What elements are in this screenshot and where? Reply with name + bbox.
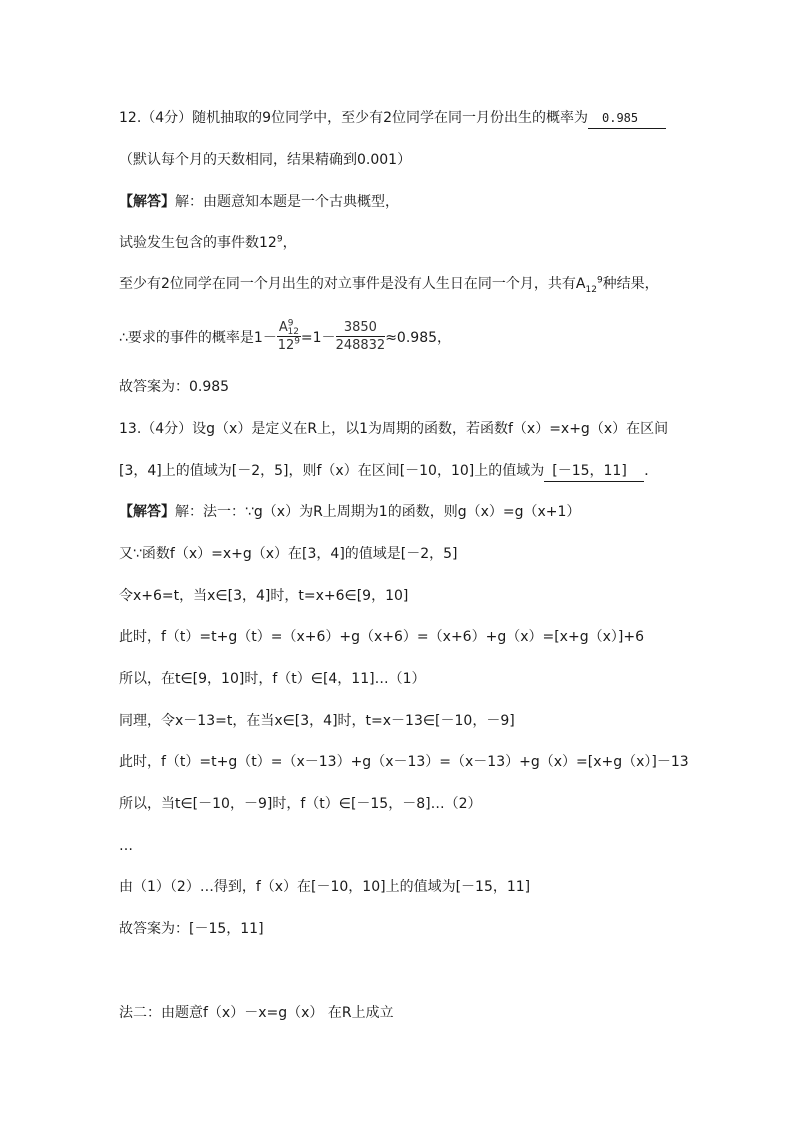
q13-solution-line: 令x+6=t，当x∈[3，4]时，t=x+6∈[9，10]	[119, 588, 409, 604]
q12-solution-line4	[119, 233, 297, 253]
arrangement-symbol: A	[278, 319, 288, 335]
q12-line4-tail: ，	[282, 235, 297, 251]
q12-fraction2-denominator: 248832	[335, 337, 386, 353]
q12-fraction2-numerator: 3850	[336, 319, 386, 337]
q13-solution-intro	[119, 502, 580, 522]
q12-answer-line: 故答案为：0.985	[119, 379, 230, 395]
q12-solution-tag: 【解答】	[119, 194, 175, 210]
arrangement-superscript: 9	[287, 318, 294, 329]
q12-formula-middle: =1－	[300, 330, 336, 346]
q12-formula-result: ≈0.985，	[385, 330, 452, 346]
q13-solution-line: 又∵函数f（x）=x+g（x）在[3，4]的值域是[－2，5]	[119, 546, 458, 562]
q12-line5-tail: 种结果，	[602, 276, 659, 292]
q12-solution-intro	[119, 192, 399, 212]
q13-solution-line: 此时，f（t）=t+g（t）=（x+6）+g（x+6）=（x+6）+g（x）=[x+g（x）]+6	[119, 629, 644, 645]
q12-fraction1-numerator	[277, 319, 301, 337]
q13-solution-line: 所以，当t∈[－10，－9]时，f（t）∈[－15，－8]…（2）	[119, 796, 482, 812]
q12-statement-line1	[119, 108, 666, 128]
q12-fraction1-denominator	[277, 337, 301, 354]
q13-answer-blank: [－15，11]	[544, 461, 644, 482]
q12-formula-prefix: ∴要求的事件的概率是1－	[119, 330, 277, 346]
q13-solution-tag: 【解答】	[119, 504, 175, 520]
q12-solution-text: 解：由题意知本题是一个古典概型，	[175, 194, 399, 210]
q12-fraction-numeric	[336, 319, 386, 354]
q12-line5-subscript: 12	[585, 284, 597, 295]
q12-fraction1-den-base: 12	[277, 337, 295, 353]
arrangement-subscript: 12	[287, 327, 299, 338]
q13-method2-line: 法二：由题意f（x）－x=g（x） 在R上成立	[119, 1005, 394, 1021]
q13-statement-line2	[119, 461, 658, 481]
q13-solution-line: 所以，在t∈[9，10]时，f（t）∈[4，11]…（1）	[119, 671, 426, 687]
q12-answer-blank: 0.985	[588, 108, 666, 129]
q13-statement-text: [3，4]上的值域为[－2，5]，则f（x）在区间[－10，10]上的值域为	[119, 463, 545, 479]
q12-line4-exponent: 9	[276, 234, 283, 245]
q12-fraction1-den-exponent: 9	[294, 336, 301, 347]
q12-solution-line5	[119, 274, 659, 294]
q13-solution-line: 同理，令x－13=t，在当x∈[3，4]时，t=x－13∈[－10，－9]	[119, 713, 515, 729]
q13-statement-tail: ．	[644, 463, 659, 479]
q12-line5-superscript: 9	[596, 275, 603, 286]
q12-fraction-arrangement	[277, 319, 301, 354]
q13-solution-ellipsis: …	[119, 838, 133, 854]
q12-line4-text: 试验发生包含的事件数12	[119, 235, 277, 251]
q12-line5-text: 至少有2位同学在同一个月出生的对立事件是没有人生日在同一个月，共有A	[119, 276, 586, 292]
q12-statement-line2: （默认每个月的天数相同，结果精确到0.001）	[119, 152, 412, 168]
q13-solution-line: 由（1）（2）…得到，f（x）在[－10，10]上的值域为[－15，11]	[119, 879, 531, 895]
q13-statement-line1: 13.（4分）设g（x）是定义在R上，以1为周期的函数，若函数f（x）=x+g（x）在区间	[119, 421, 669, 437]
q12-statement-text: 12.（4分）随机抽取的9位同学中，至少有2位同学在同一月份出生的概率为	[119, 110, 588, 126]
q13-solution-line: 此时，f（t）=t+g（t）=（x－13）+g（x－13）=（x－13）+g（x）=[x+g（x）]－13	[119, 754, 689, 770]
q13-solution-text: 解：法一：∵g（x）为R上周期为1的函数，则g（x）=g（x+1）	[175, 504, 581, 520]
q12-probability-formula	[119, 318, 451, 358]
q13-answer-line: 故答案为：[－15，11]	[119, 921, 264, 937]
